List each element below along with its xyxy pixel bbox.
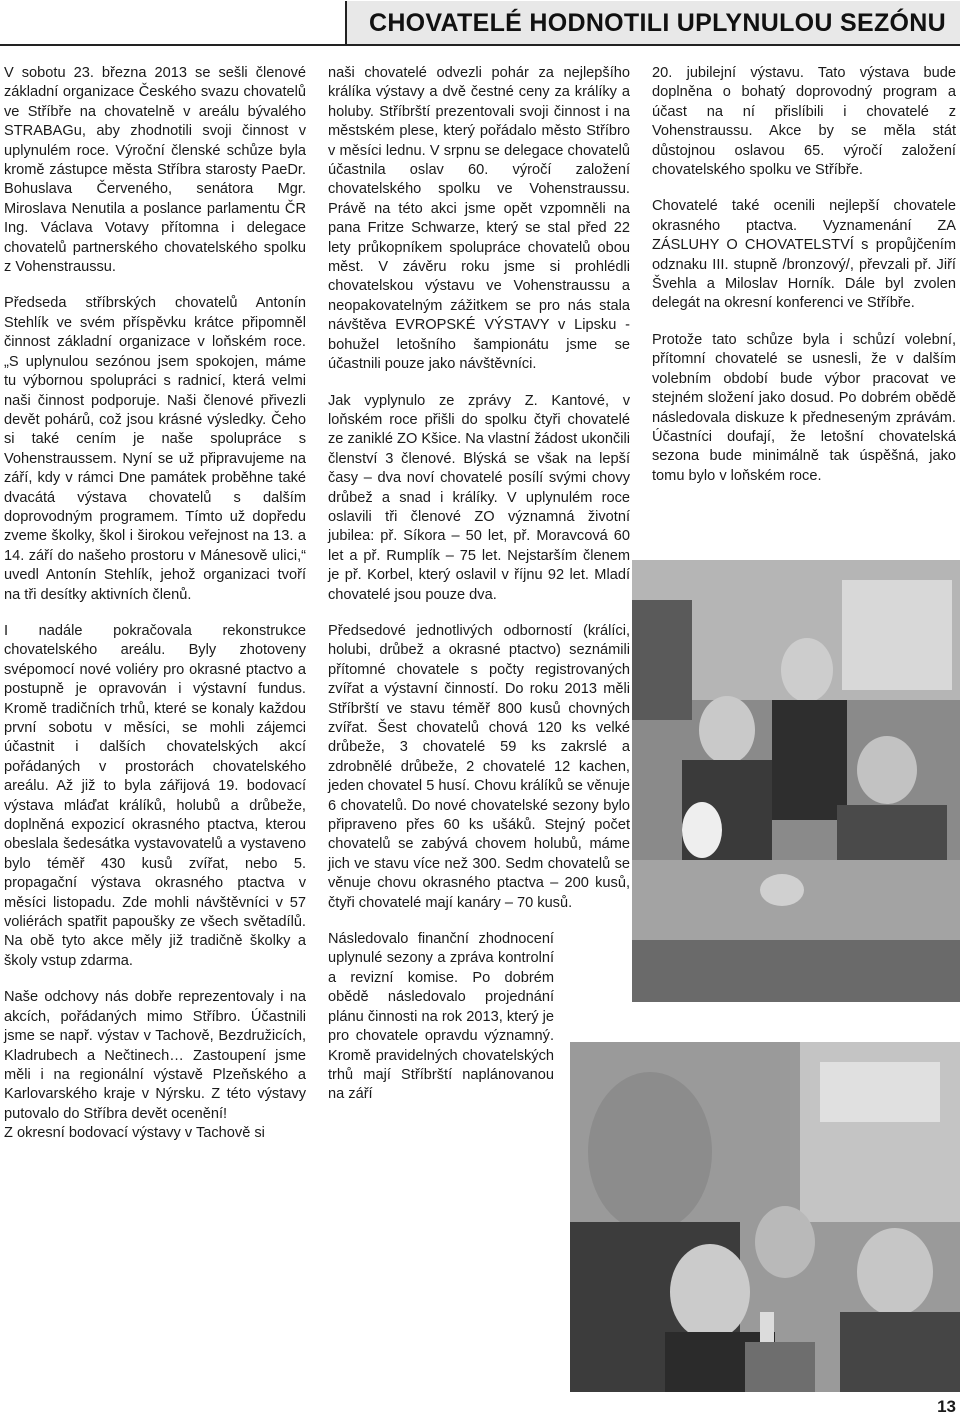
paragraph: V sobotu 23. března 2013 se sešli členové základní organizace Českého svazu chovatelů ve Stříbře na chovatelně v areálu bývalého STRABAGu, aby zhodnotili svoji činnost v uplynulém roce. Výroční členské schůze byla kromě zástupce města Stříbra starosty PaeDr. Bohuslava Červeného, senátora Mgr. Miroslava Nenutila a poslance parlamentu ČR Ing. Václava Votavy přítomna i delegace chovatelů partnerského chovatelského spolku z Vohenstraussu. [4,65,306,276]
column-2 [328,64,630,1122]
paragraph: Předsedové jednotlivých odborností (králíci, holubi, drůbež a okrasné ptactvo) seznámili přítomné chovatele s počty registrovaných zvířat a výstavní činností. Do roku 2013 měli Stříbrští ve stavu téměř 800 kusů chovných zvířat. Šest chovatelů chová 120 ks velké drůbeže, 3 chovatelé 59 ks zakrslé a zdrobnělé drůbeže, 2 chovatelé 12 kachen, jeden chovatel 5 husí. Chovu králíků se věnuje 6 chovatelů. Do nové chovatelské sezony bylo připraveno přes 60 ks ušáků. Stejný počet chovatelů se zabývá chovem holubů, máme jich ve stavu více než 300. Sedm chovatelů se věnuje chovu okrasného ptactva – 200 kusů, čtyři chovatelé mají kanáry – 70 kusů. [328,622,630,911]
paragraph: Naše odchovy nás dobře reprezentovaly i na akcích, pořádaných mimo Stříbro. Účastnili jsme se např. výstav v Tachově, Bezdružicích, Kladrubech a Nečtinech… Zastoupení jsme měli i na regionální výstavě Plzeňského a Karlovarského kraje v Nýrsku. Z této výstavy putovalo do Stříbra devět ocenění! [4,989,306,1122]
photo-award-handshake [632,560,960,1002]
paragraph: 20. jubilejní výstavu. Tato výstava bude doplněna o bohatý doprovodný program a účast na ní přislíbili i chovatelé z Vohenstraussu. Akce by se měla stát důstojnou oslavou 65. výročí založení chovatelského spolku ve Stříbře. [652,65,956,179]
header-rule [0,44,960,46]
paragraph: Jak vyplynulo ze zprávy Z. Kantové, v loňském roce přišli do spolku čtyři chovatelé ze zaniklé ZO Kšice. Na vlastní žádost ukončili členství 3 členové. Blýská se však na lepší časy – dva noví chovatelé posílí svými chovy drůbež a snad i králíky. V uplynulém roce oslavili tři členové ZO významná životní jubilea: př. Síkora – 50 let, př. Moravcová 60 let a př. Rumplík – 75 let. Nejstarším členem je př. Korbel, který oslavil v říjnu 92 let. Mladí chovatelé jsou pouze dva. [328,392,630,603]
paragraph: Následovalo finanční zhodnocení uplynulé sezony a zpráva kontrolní a revizní komise. Po dobrém obědě následovalo projednání plánu činnosti na rok 2013, který je pro chovatele opravdu významný. Kromě pravidelných chovatelských trhů mají Stříbrští naplánovanou na září [328,931,554,1103]
photo-image [632,560,960,1002]
paragraph: Chovatelé také ocenili nejlepší chovatele okrasného ptactva. Vyznamenání ZA ZÁSLUHY O CHOVATELSTVÍ s propůjčením odznaku III. stupně /bronzový/, převzali př. Jiří Švehla a Miloslav Horník. Dále byl zvolen delegát na okresní konferenci ve Stříbře. [652,198,956,312]
photo-meeting-members [570,1042,960,1392]
paragraph: Z okresní bodovací výstavy v Tachově si [4,1125,265,1142]
page-number: 13 [937,1397,956,1416]
paragraph: I nadále pokračovala rekonstrukce chovatelského areálu. Byly zhotoveny svépomocí nové voliéry pro okrasné ptactvo a postupně je opravován i výstavní fundus. Kromě tradičních trhů, které se konaly každou první sobotu v měsíci, se mohli zájemci účastnit i dalších chovatelských akcí pořádaných v prostorách chovatelského areálu. Až již to byla zářijová 19. bodovací výstava mláďat králíků, holubů a drůbeže, doplněná expozicí okrasného ptactva, kterou obeslala šedesátka vystavovatelů a vystaveno bylo téměř 430 kusů zvířat, nebo 5. propagační výstava okrasného ptactva v měsíci listopadu. Zde mohli návštěvníci v 57 voliérách spatřit papoušky ze všech světadílů. Na obě tyto akce měly již tradičně školky a školy vstup zdarma. [4,622,306,969]
paragraph: Předseda stříbrských chovatelů Antonín Stehlík ve svém příspěvku krátce připomněl činnost základní organizace v loňském roce. „S uplynulou sezónou jsem spokojen, máme tu výbornou spolupráci s radnicí, která velmi naši činnost podporuje. Naši členové přivezli devět pohárů, což jsou krásné výsledky. Čeho si také cením je naše spolupráce s Vohenstraussem. Nyní se už připravujeme na září, kdy v rámci Dne památek proběhne také dvacátá výstava chovatelů s dalším doprovodným programem. Tímto už dopředu zveme školky, škol i širokou veřejnost na 13. a 14. září do našeho prostoru v Mánesově ulici,“ uvedl Antonín Stehlík, jehož organizaci tvoří na tři desítky aktivních členů. [4,295,306,603]
page-header [0,0,960,46]
photo-image [570,1042,960,1392]
paragraph: Protože tato schůze byla i schůzí volební, přítomní chovatelé se usnesli, že v dalším volebním období bude výbor pracovat ve stejném složení jako dosud. Po dobrém obědě následovala diskuze k předneseným zprávám. Účastníci doufají, že letošní chovatelská sezona bude minimálně tak úspěšná, jako tomu bylo v loňském roce. [652,331,956,484]
paragraph: naši chovatelé odvezli pohár za nejlepšího králíka výstavy a dvě čestné ceny za králíky a holuby. Stříbrští prezentovali svoji činnost i na městském plese, který pořádalo město Stříbro v měsíci lednu. V srpnu se delegace chovatelů účastnila oslav 60. výročí založení chovatelského spolku ve Vohenstraussu. Právě na této akci jsme opět vzpomněli na pana Fritze Schwarze, který se stal před 22 lety průkopníkem spolupráce chovatelů obou měst. V závěru roku jsme si prohlédli chovatelskou výstavu ve Vohenstraussu a neopakovatelným zážitkem se pro nás stala návštěva EVROPSKÉ VÝSTAVY v Lipsku - bohužel letošního šampionátu jsme se účastnili pouze jako návštěvníci. [328,65,630,373]
column-1 [4,64,306,1161]
column-3 [652,64,956,503]
article-title: CHOVATELÉ HODNOTILI UPLYNULOU SEZÓNU [345,1,960,45]
